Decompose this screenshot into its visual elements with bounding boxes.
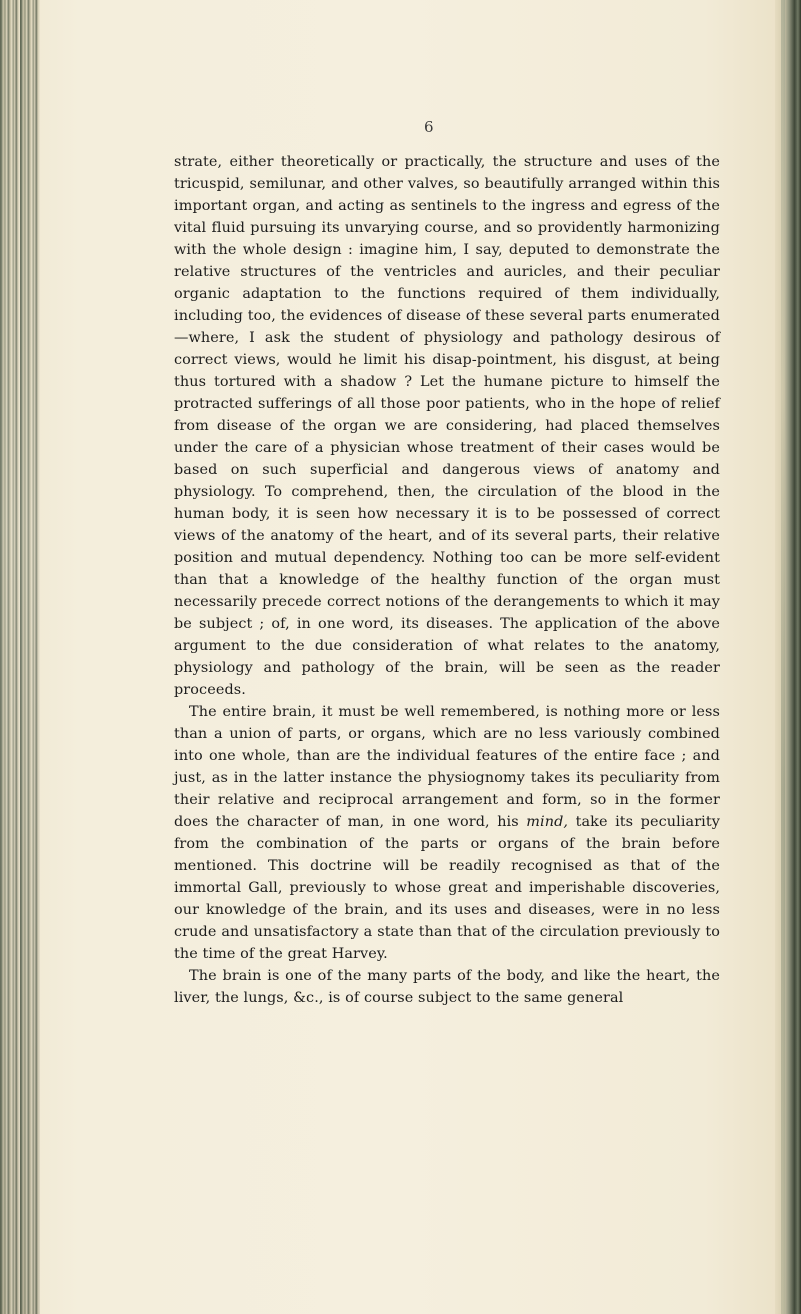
paragraph-2 (174, 701, 720, 965)
paragraph-3-text: The brain is one of the many parts of the body, and like the heart, the liver, the lungs, &c., is of course subject to the same general (174, 968, 720, 1006)
paragraph-1-text: strate, either theoretically or practically, the structure and uses of the tricuspid, semilunar, and other valves, so beautifully arranged within this important organ, and acting as sentinels to the ingress and egress of the vital fluid pursuing its unvarying course, and so providently harmonizing with the whole design : imagine him, I say, deputed to demonstrate the relative structures of the ventricles and auricles, and their peculiar organic adaptation to the functions required of them individually, including too, the evidences of disease of these several parts enumerated—where, I ask the student of physiology and pathology desirous of correct views, would he limit his disap-pointment, his disgust, at being thus tortured with a shadow ? Let the humane picture to himself the protracted sufferings of all those poor patients, who in the hope of relief from disease of the organ we are considering, had placed themselves under the care of a physician whose treatment of their cases would be based on such superficial and dangerous views of anatomy and physiology. To comprehend, then, the circulation of the blood in the human body, it is seen how necessary it is to be possessed of correct views of the anatomy of the heart, and of its several parts, their relative position and mutual dependency. Nothing too can be more self-evident than that a knowledge of the healthy function of the organ must necessarily precede correct notions of the derangements to which it may be subject ; of, in one word, its diseases. The application of the above argument to the due consideration of what relates to the anatomy, physiology and pathology of the brain, will be seen as the reader proceeds. (174, 154, 720, 698)
page-number: 6 (424, 118, 434, 136)
italic-word-mind: mind, (526, 814, 569, 830)
paragraph-3 (174, 965, 720, 1009)
page-binding-edge (0, 0, 40, 1314)
paragraph-2-text-start: The entire brain, it must be well remembered, is nothing more or less than a union of parts, or organs, which are no less variously combined into one whole, than are the individual features of the entire face ; and just, as in the latter instance the physiognomy takes its peculiarity from their relative and reciprocal arrangement and form, so in the former does the character of man, in one word, his (174, 704, 720, 830)
page-fore-edge (775, 0, 801, 1314)
paragraph-2-text-end: take its peculiarity from the combination of the parts or organs of the brain before mentioned. This doctrine will be readily recognised as that of the immortal Gall, previously to whose great and imperishable discoveries, our knowledge of the brain, and its uses and diseases, were in no less crude and unsatisfactory a state than that of the circulation previously to the time of the great Harvey. (174, 814, 720, 962)
body-text (174, 151, 720, 1009)
paragraph-1 (174, 151, 720, 701)
